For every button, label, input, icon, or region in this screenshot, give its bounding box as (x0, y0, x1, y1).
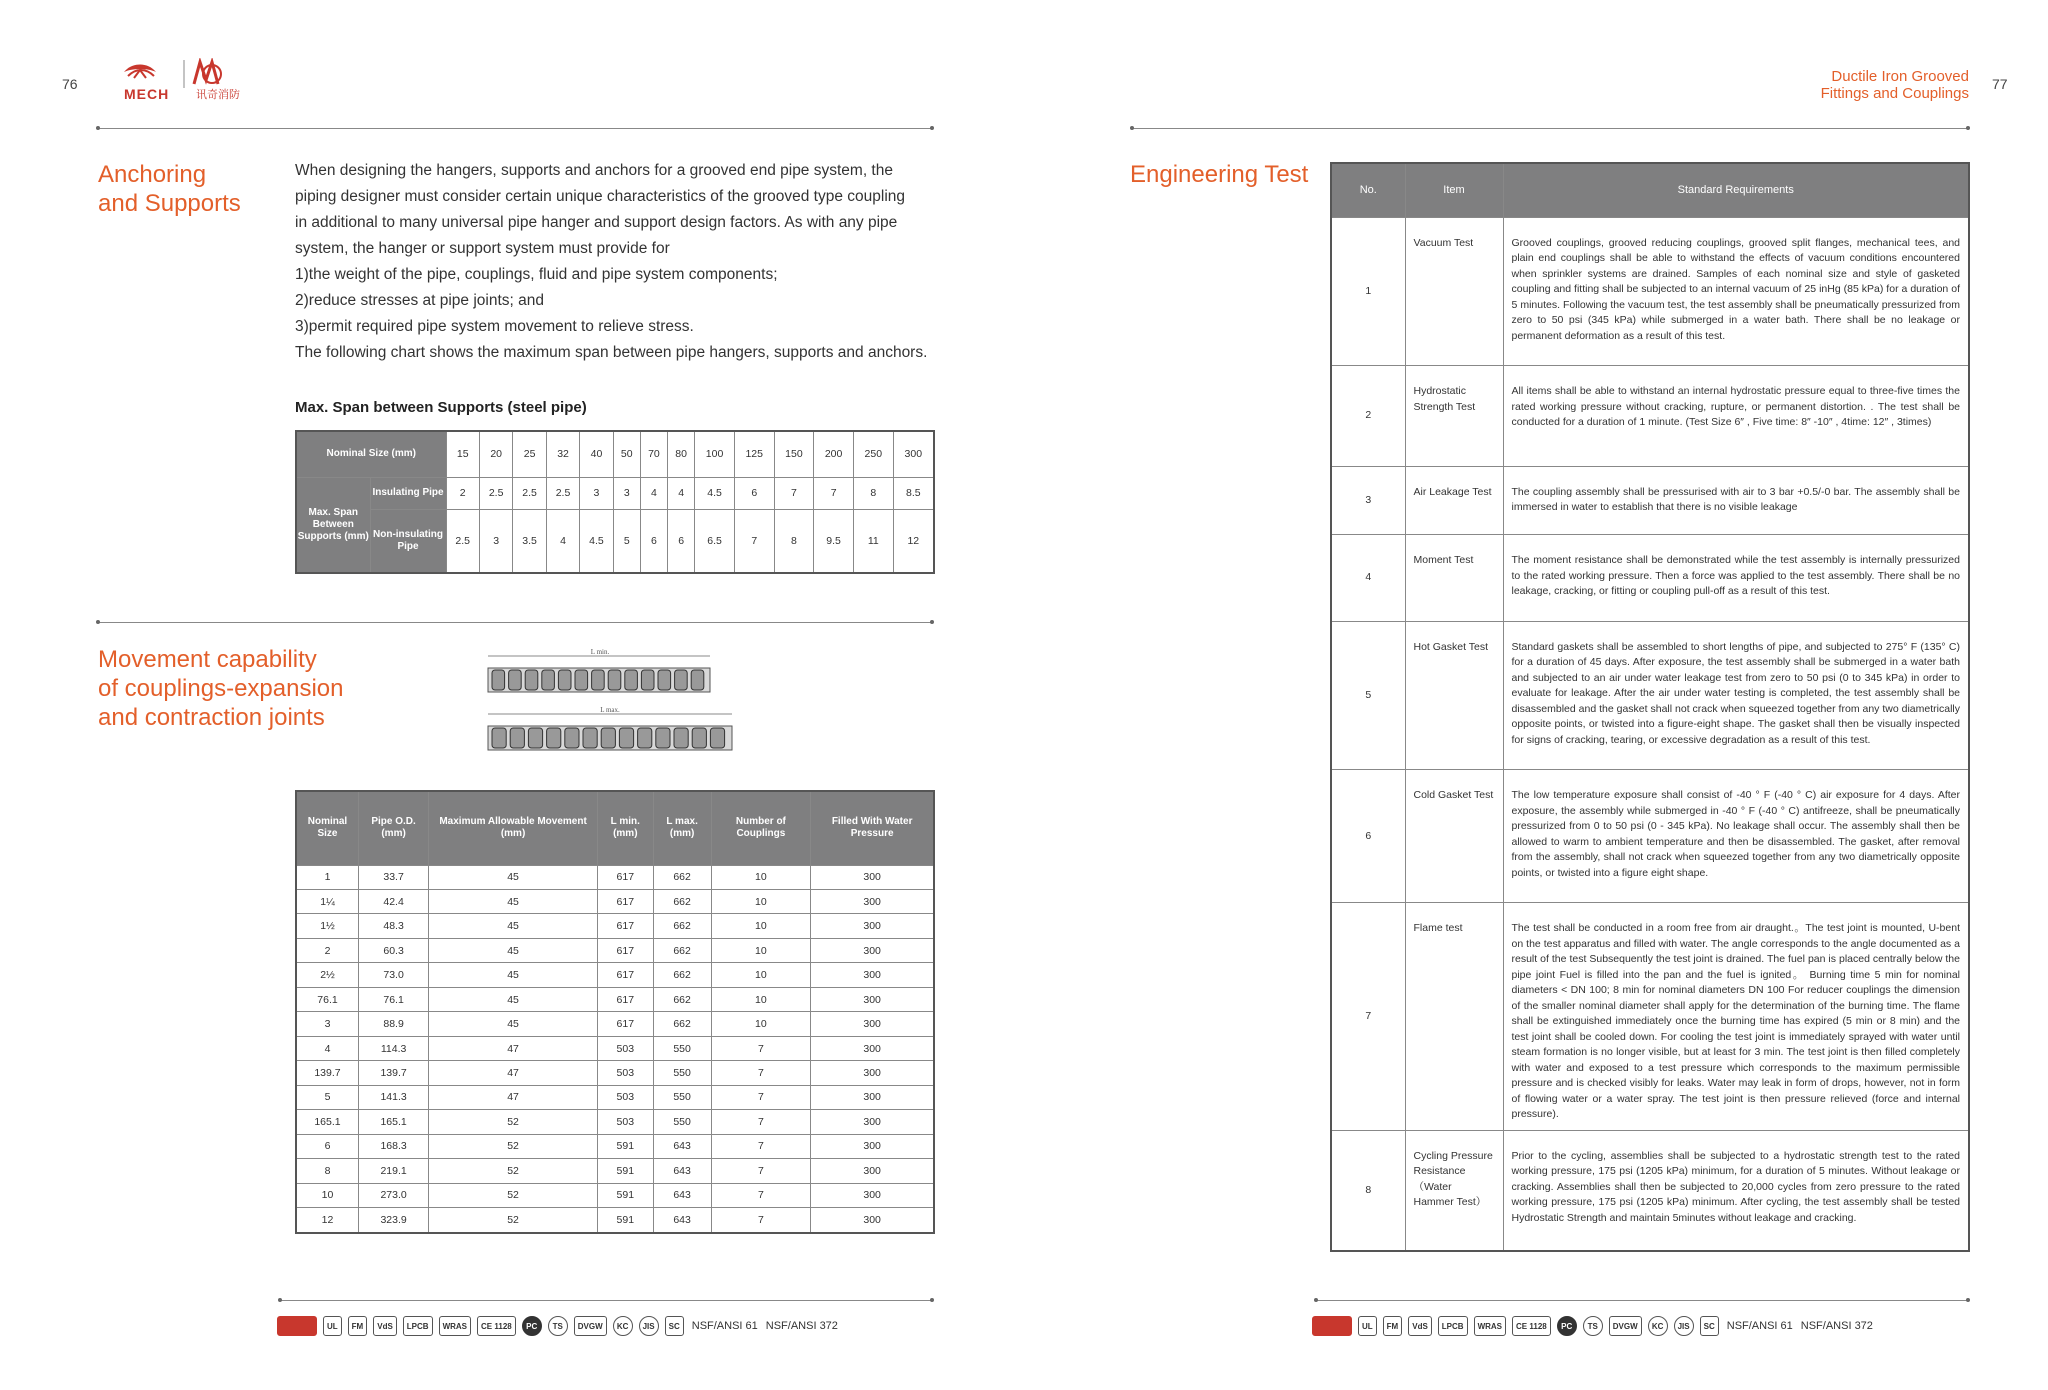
table-row (296, 1159, 934, 1183)
table-row (1331, 217, 1969, 366)
span-cell: 6 (734, 477, 774, 509)
test-no-cell: 1 (1331, 217, 1405, 366)
table-cell: 300 (811, 914, 934, 938)
col-no: No. (1331, 163, 1405, 217)
table-cell: 617 (597, 1012, 653, 1036)
cert-badge-ul-icon: UL (1358, 1316, 1377, 1336)
table-cell: 114.3 (358, 1036, 428, 1060)
table-cell: 45 (429, 914, 598, 938)
engineering-table-header-row (1331, 163, 1969, 217)
cert-badge-sc-icon: SC (1700, 1316, 1719, 1336)
movement-heading: Movement capability of couplings-expansion and contraction joints (98, 646, 344, 731)
col-l-min: L min. (mm) (597, 791, 653, 865)
coupling-shape (509, 670, 522, 690)
table-cell: 168.3 (358, 1134, 428, 1158)
col-pipe-od: Pipe O.D. (mm) (358, 791, 428, 865)
span-cell: 4 (668, 477, 695, 509)
cert-badge-fm-icon: FM (1383, 1316, 1403, 1336)
table-row (296, 889, 934, 913)
table-cell: 52 (429, 1208, 598, 1233)
table-row (296, 987, 934, 1011)
cert-badge-kc-icon: KC (613, 1316, 633, 1336)
table-cell: 662 (653, 938, 711, 962)
movement-table-header-row (296, 791, 934, 865)
table-cell: 7 (711, 1208, 811, 1233)
table-cell: 662 (653, 987, 711, 1011)
coupling-diagram (480, 648, 740, 758)
test-req-cell: The low temperature exposure shall consist of -40 ° F (-40 ° C) air exposure for 4 days. After exposure, the assembly while submerged in -40 ° F (-40 ° C) antifreeze, shall be pneumatically pressurized from 0 to 50 psi (0 - 345 kPa). No leakage shall occur. The assembly shall then be allowed to warm to ambient temperature and then be disassembled. The gasket, after removal from the assembly, shall not crack when squeezed together from any two diametrically opposite points, or twisted into a figure eight shape. (1503, 770, 1969, 903)
table-row (296, 914, 934, 938)
coupling-shape (528, 728, 542, 748)
cert-badge-lpcb-icon: LPCB (1438, 1316, 1468, 1336)
section-title-right: Ductile Iron Grooved Fittings and Couplings (1820, 68, 1969, 102)
table-cell: 662 (653, 1012, 711, 1036)
table-cell: 7 (711, 1061, 811, 1085)
table-row (296, 1134, 934, 1158)
cert-badge-jis-icon: JIS (639, 1316, 659, 1336)
coupling-shape (710, 728, 724, 748)
coupling-shape (575, 670, 588, 690)
span-cell: 3.5 (513, 509, 546, 573)
span-cell: 8 (853, 477, 893, 509)
test-req-cell: Standard gaskets shall be assembled to short lengths of pipe, and subjected to 275° F (135° C) for a duration of 45 days. After exposure, the test assembly shall be submerged in a water bath and subjected to an air under water leakage test from zero to 50 psi (0 to 345 kPa) in order to evaluate for leakage. After the air under water testing is completed, the test assembly shall be disassembled and the gasket shall not crack when squeezed together from any two diametrically opposite points, or twisted into a figure-eight shape. The gasket shall then be visually inspected for signs of cracking, tearing, or excessive degradation as a result of this test. (1503, 621, 1969, 770)
coupling-shape (492, 670, 505, 690)
cert-badge-pc-icon: PC (1557, 1316, 1577, 1336)
table-cell: 300 (811, 1183, 934, 1207)
test-item-cell: Hot Gasket Test (1405, 621, 1503, 770)
table-cell: 10 (711, 914, 811, 938)
table-cell: 10 (711, 865, 811, 889)
table-cell: 5 (296, 1085, 358, 1109)
test-req-cell: The moment resistance shall be demonstrated while the test assembly is internally pressurized to the rated working pressure. Then a force was applied to the test assembly. There shall be no leakage, cracking, or fitting or coupling pull-off as a result of this test. (1503, 535, 1969, 621)
table-cell: 141.3 (358, 1085, 428, 1109)
size-cell: 25 (513, 431, 546, 477)
table-cell: 643 (653, 1134, 711, 1158)
table-cell: 300 (811, 987, 934, 1011)
test-req-cell: Grooved couplings, grooved reducing couplings, grooved split flanges, mechanical tees, and plain end couplings shall be able to withstand the effects of vacuum conditions encountered when sprinkler systems are drained. Samples of each nominal size and style of gasketed coupling and fitting shall be subjected to an internal vacuum of 25 inHg (85 kPa) for a duration of 5 minutes. Following the vacuum test, the test assembly shall be pneumatically pressurized from zero to 50 psi (345 kPa) while submerged in a water bath. There shall be no leakage or permanent deformation as a result of this test. (1503, 217, 1969, 366)
size-cell: 80 (668, 431, 695, 477)
test-item-cell: Cycling Pressure Resistance （Water Hammer Test） (1405, 1130, 1503, 1251)
table-cell: 47 (429, 1061, 598, 1085)
coupling-shape (691, 670, 704, 690)
cert-badge-sc-icon: SC (665, 1316, 684, 1336)
table-cell: 7 (711, 1110, 811, 1134)
movement-table (295, 790, 935, 1234)
certifications-left (277, 1314, 838, 1338)
table-cell: 10 (711, 963, 811, 987)
table-cell: 300 (811, 1012, 934, 1036)
table-cell: 591 (597, 1159, 653, 1183)
span-table-row (296, 509, 934, 573)
table-cell: 139.7 (296, 1061, 358, 1085)
span-cell: 12 (893, 509, 934, 573)
table-cell: 2 (296, 938, 358, 962)
table-cell: 45 (429, 1012, 598, 1036)
bottom-divider-left (280, 1300, 932, 1301)
span-cell: 7 (814, 477, 854, 509)
test-req-cell: Prior to the cycling, assemblies shall be subjected to a hydrostatic strength test to the rated working pressure, 175 psi (1205 kPa) minimum, for a duration of 5 minutes. Without leakage or cracking. Assemblies shall then be subjected to 20,000 cycles from zero pressure to the rated working pressure, 175 psi (1205 kPa) minimum. After cycling, the test assembly shall be tested Hydrostatic Strength and maintain 5minutes without leakage and cracking. (1503, 1130, 1969, 1251)
coupling-shape (542, 670, 555, 690)
cert-badge-ts-icon: TS (548, 1316, 568, 1336)
size-cell: 32 (546, 431, 579, 477)
span-cell: 9.5 (814, 509, 854, 573)
cert-badge-ce-1128-icon: CE 1128 (1512, 1316, 1551, 1336)
test-req-cell: The test shall be conducted in a room free from air draught.。The test joint is mounted, U-bent on the test apparatus and filled with water. The angle corresponds to the angle documented as a result of the test Subsequently the test joint is drained. The fuel pan is placed centrally below the pipe joint Fuel is filled into the pan and the fuel is ignited。 Burning time 5 min for nominal diameters < DN 100; 8 min for nominal diameters DN 100 For reducer couplings the dimension of the smaller nominal diameter shall apply for the determination of the burning time. The flame shall be extinguished immediately once the burning time has expired (5 min or 8 min) and the test joint shall be cooled down. For cooling the test joint is immediately sprayed with water until steam formation is no longer visible, but at least for 3 min. The test joint is then filled completely with water and exposed to a test pressure which corresponds to the maximum permissible pressure and is checked visibly for leaks. Water may leak in form of drops, however, not in form of flowing water or a water spray. The test joint is then pressure relieved (force and internal pressure). (1503, 903, 1969, 1131)
table-cell: 300 (811, 1061, 934, 1085)
col-number-couplings: Number of Couplings (711, 791, 811, 865)
col-nominal-size: Nominal Size (296, 791, 358, 865)
mech-logo (120, 58, 240, 104)
table-cell: 300 (811, 1159, 934, 1183)
table-row (1331, 366, 1969, 467)
table-cell: 76.1 (358, 987, 428, 1011)
size-cell: 70 (640, 431, 667, 477)
test-item-cell: Air Leakage Test (1405, 466, 1503, 534)
table-cell: 591 (597, 1208, 653, 1233)
cert-red-logo-icon (1312, 1316, 1352, 1336)
top-divider-right (1132, 128, 1968, 129)
test-req-cell: All items shall be able to withstand an internal hydrostatic pressure equal to three-five times the rated working pressure without cracking, rupture, or permanent distortion. . The test shall be conducted for a duration of 1 minute. (Test Size 6″ , Five time: 8″ -10″ , 4time: 12″ , 3times) (1503, 366, 1969, 467)
table-cell: 48.3 (358, 914, 428, 938)
table-row (296, 1061, 934, 1085)
table-cell: 323.9 (358, 1208, 428, 1233)
cert-badge-kc-icon: KC (1648, 1316, 1668, 1336)
cert-badge-dvgw-icon: DVGW (1609, 1316, 1642, 1336)
span-cell: 7 (774, 477, 814, 509)
cert-badge-ul-icon: UL (323, 1316, 342, 1336)
table-cell: 550 (653, 1085, 711, 1109)
test-no-cell: 8 (1331, 1130, 1405, 1251)
table-row (296, 1183, 934, 1207)
table-cell: 617 (597, 889, 653, 913)
table-cell: 300 (811, 1208, 934, 1233)
cert-badge-pc-icon: PC (522, 1316, 542, 1336)
table-cell: 45 (429, 963, 598, 987)
table-cell: 45 (429, 889, 598, 913)
table-cell: 643 (653, 1208, 711, 1233)
span-cell: 4 (640, 477, 667, 509)
size-cell: 100 (695, 431, 735, 477)
span-cell: 4.5 (695, 477, 735, 509)
page-number-left: 76 (62, 76, 78, 92)
col-water-pressure: Filled With Water Pressure (811, 791, 934, 865)
table-cell: 591 (597, 1183, 653, 1207)
cert-badge-fm-icon: FM (348, 1316, 368, 1336)
span-cell: 4 (546, 509, 579, 573)
test-item-cell: Flame test (1405, 903, 1503, 1131)
table-cell: 47 (429, 1085, 598, 1109)
table-cell: 617 (597, 938, 653, 962)
test-item-cell: Hydrostatic Strength Test (1405, 366, 1503, 467)
table-cell: 300 (811, 1085, 934, 1109)
coupling-shape (565, 728, 579, 748)
table-cell: 300 (811, 1134, 934, 1158)
table-cell: 139.7 (358, 1061, 428, 1085)
mech-logo-icon (120, 58, 240, 88)
size-cell: 125 (734, 431, 774, 477)
movement-table-body (296, 865, 934, 1233)
table-cell: 88.9 (358, 1012, 428, 1036)
table-cell: 550 (653, 1036, 711, 1060)
coupling-shape (674, 728, 688, 748)
test-no-cell: 4 (1331, 535, 1405, 621)
table-row (296, 938, 934, 962)
cert-nsf372: NSF/ANSI 372 (1800, 1320, 1873, 1332)
table-row (296, 1110, 934, 1134)
table-cell: 617 (597, 963, 653, 987)
table-cell: 219.1 (358, 1159, 428, 1183)
test-no-cell: 3 (1331, 466, 1405, 534)
table-cell: 617 (597, 865, 653, 889)
cert-badge-jis-icon: JIS (1674, 1316, 1694, 1336)
table-cell: 503 (597, 1061, 653, 1085)
coupling-shape (492, 728, 506, 748)
table-cell: 2½ (296, 963, 358, 987)
table-cell: 1 (296, 865, 358, 889)
table-cell: 6 (296, 1134, 358, 1158)
cert-badge-dvgw-icon: DVGW (574, 1316, 607, 1336)
cert-badge-ce-1128-icon: CE 1128 (477, 1316, 516, 1336)
table-cell: 165.1 (296, 1110, 358, 1134)
coupling-shape (656, 728, 670, 748)
size-cell: 20 (479, 431, 512, 477)
span-cell: 8.5 (893, 477, 934, 509)
col-l-max: L max. (mm) (653, 791, 711, 865)
coupling-diagram-image (480, 648, 740, 758)
table-cell: 3 (296, 1012, 358, 1036)
coupling-shape (510, 728, 524, 748)
table-cell: 662 (653, 889, 711, 913)
certifications-right (1312, 1314, 1873, 1338)
table-cell: 8 (296, 1159, 358, 1183)
coupling-shape (608, 670, 621, 690)
table-cell: 45 (429, 865, 598, 889)
table-cell: 300 (811, 889, 934, 913)
table-cell: 7 (711, 1159, 811, 1183)
span-cell: 2.5 (479, 477, 512, 509)
cert-badge-vds-icon: VdS (1408, 1316, 1432, 1336)
page-number-right: 77 (1992, 76, 2008, 92)
table-cell: 503 (597, 1036, 653, 1060)
table-cell: 76.1 (296, 987, 358, 1011)
table-cell: 550 (653, 1061, 711, 1085)
table-cell: 7 (711, 1036, 811, 1060)
cert-nsf61: NSF/ANSI 61 (1726, 1320, 1793, 1332)
span-cell: 4.5 (580, 509, 613, 573)
table-cell: 52 (429, 1134, 598, 1158)
table-row (296, 1012, 934, 1036)
table-cell: 1¼ (296, 889, 358, 913)
span-cell: 2 (446, 477, 479, 509)
table-cell: 60.3 (358, 938, 428, 962)
coupling-shape (525, 670, 538, 690)
top-divider-left (98, 128, 932, 129)
table-cell: 10 (711, 1012, 811, 1036)
table-cell: 503 (597, 1085, 653, 1109)
table-cell: 617 (597, 987, 653, 1011)
engineering-test-heading: Engineering Test (1130, 161, 1309, 188)
size-cell: 50 (613, 431, 640, 477)
anchoring-intro-text: When designing the hangers, supports and anchors for a grooved end pipe system, the piping designer must consider certain unique characteristics of the grooved type coupling in additional to many universal pipe hanger and support design factors. As with any pipe system, the hanger or support system must provide for 1)the weight of the pipe, couplings, fluid and pipe system components; 2)reduce stresses at pipe joints; and 3)permit required pipe system movement to relieve stress. The following chart shows the maximum span between pipe hangers, supports and anchors. (295, 162, 928, 361)
coupling-shape (558, 670, 571, 690)
span-cell: 3 (580, 477, 613, 509)
test-no-cell: 7 (1331, 903, 1405, 1131)
cert-red-logo-icon (277, 1316, 317, 1336)
coupling-shape (638, 728, 652, 748)
table-cell: 4 (296, 1036, 358, 1060)
table-cell: 10 (711, 938, 811, 962)
coupling-shape (583, 728, 597, 748)
test-no-cell: 6 (1331, 770, 1405, 903)
anchoring-heading: Anchoring and Supports (98, 161, 241, 217)
span-cell: 3 (613, 477, 640, 509)
col-item: Item (1405, 163, 1503, 217)
cert-badge-wras-icon: WRAS (1474, 1316, 1506, 1336)
table-cell: 300 (811, 963, 934, 987)
cert-badge-lpcb-icon: LPCB (403, 1316, 433, 1336)
size-cell: 150 (774, 431, 814, 477)
table-cell: 7 (711, 1183, 811, 1207)
bottom-divider-right (1316, 1300, 1968, 1301)
table-cell: 300 (811, 938, 934, 962)
table-cell: 45 (429, 987, 598, 1011)
table-cell: 45 (429, 938, 598, 962)
span-cell: 2.5 (446, 509, 479, 573)
coupling-shape (692, 728, 706, 748)
table-cell: 165.1 (358, 1110, 428, 1134)
middle-divider-left (98, 622, 932, 623)
coupling-shape (601, 728, 615, 748)
table-cell: 10 (711, 889, 811, 913)
cert-badge-vds-icon: VdS (373, 1316, 397, 1336)
span-table-row (296, 477, 934, 509)
table-cell: 10 (711, 987, 811, 1011)
coupling-shape (592, 670, 605, 690)
table-row (1331, 535, 1969, 621)
table-cell: 300 (811, 1036, 934, 1060)
cert-badge-ts-icon: TS (1583, 1316, 1603, 1336)
table-row (296, 1208, 934, 1233)
table-cell: 643 (653, 1183, 711, 1207)
table-row (1331, 466, 1969, 534)
span-table-header-row (296, 431, 934, 477)
span-cell: 8 (774, 509, 814, 573)
span-cell: 7 (734, 509, 774, 573)
table-cell: 12 (296, 1208, 358, 1233)
table-cell: 7 (711, 1085, 811, 1109)
table-cell: 617 (597, 914, 653, 938)
table-cell: 300 (811, 865, 934, 889)
test-item-cell: Moment Test (1405, 535, 1503, 621)
logo-cn-text: 讯奇消防 (196, 89, 240, 101)
col-max-movement: Maximum Allowable Movement (mm) (429, 791, 598, 865)
span-cell: 6.5 (695, 509, 735, 573)
table-cell: 7 (711, 1134, 811, 1158)
table-cell: 1½ (296, 914, 358, 938)
col-standard-requirements: Standard Requirements (1503, 163, 1969, 217)
cert-nsf372: NSF/ANSI 372 (765, 1320, 838, 1332)
test-req-cell: The coupling assembly shall be pressurised with air to 3 bar +0.5/-0 bar. The assembly shall be immersed in water to establish that there is no visible leakage (1503, 466, 1969, 534)
engineering-table-body (1331, 217, 1969, 1251)
table-row (1331, 1130, 1969, 1251)
table-cell: 10 (296, 1183, 358, 1207)
coupling-shape (641, 670, 654, 690)
span-cell: 5 (613, 509, 640, 573)
table-cell: 550 (653, 1110, 711, 1134)
span-cell: 3 (479, 509, 512, 573)
table-cell: 662 (653, 914, 711, 938)
table-cell: 42.4 (358, 889, 428, 913)
table-cell: 52 (429, 1183, 598, 1207)
table-cell: 47 (429, 1036, 598, 1060)
size-cell: 40 (580, 431, 613, 477)
table-row (1331, 903, 1969, 1131)
table-cell: 73.0 (358, 963, 428, 987)
l-max-label: L max. (600, 706, 620, 714)
table-row (1331, 770, 1969, 903)
test-no-cell: 5 (1331, 621, 1405, 770)
logo-text: MECH (124, 86, 170, 102)
table-row (1331, 621, 1969, 770)
table-row (296, 1036, 934, 1060)
table-row (296, 865, 934, 889)
table-cell: 643 (653, 1159, 711, 1183)
span-cell: 2.5 (546, 477, 579, 509)
table-cell: 662 (653, 963, 711, 987)
row-label: Non-insulating Pipe (370, 509, 446, 573)
table-row (296, 963, 934, 987)
size-cell: 300 (893, 431, 934, 477)
test-item-cell: Vacuum Test (1405, 217, 1503, 366)
row-label: Insulating Pipe (370, 477, 446, 509)
coupling-shape (658, 670, 671, 690)
table-row (296, 1085, 934, 1109)
table-cell: 273.0 (358, 1183, 428, 1207)
max-span-group-label: Max. Span Between Supports (mm) (296, 477, 370, 573)
span-cell: 2.5 (513, 477, 546, 509)
table-cell: 52 (429, 1159, 598, 1183)
span-cell: 6 (668, 509, 695, 573)
size-cell: 15 (446, 431, 479, 477)
l-min-label: L min. (590, 648, 610, 656)
engineering-test-table (1330, 162, 1970, 1252)
coupling-shape (547, 728, 561, 748)
size-cell: 200 (814, 431, 854, 477)
test-no-cell: 2 (1331, 366, 1405, 467)
coupling-shape (675, 670, 688, 690)
cert-nsf61: NSF/ANSI 61 (691, 1320, 758, 1332)
span-cell: 6 (640, 509, 667, 573)
span-table-title: Max. Span between Supports (steel pipe) (295, 399, 587, 416)
table-cell: 52 (429, 1110, 598, 1134)
test-item-cell: Cold Gasket Test (1405, 770, 1503, 903)
table-cell: 503 (597, 1110, 653, 1134)
nominal-size-label: Nominal Size (mm) (296, 431, 446, 477)
cert-badge-wras-icon: WRAS (439, 1316, 471, 1336)
coupling-shape (625, 670, 638, 690)
table-cell: 33.7 (358, 865, 428, 889)
span-table (295, 430, 935, 574)
table-cell: 662 (653, 865, 711, 889)
table-cell: 591 (597, 1134, 653, 1158)
size-cell: 250 (853, 431, 893, 477)
table-cell: 300 (811, 1110, 934, 1134)
span-cell: 11 (853, 509, 893, 573)
coupling-shape (619, 728, 633, 748)
